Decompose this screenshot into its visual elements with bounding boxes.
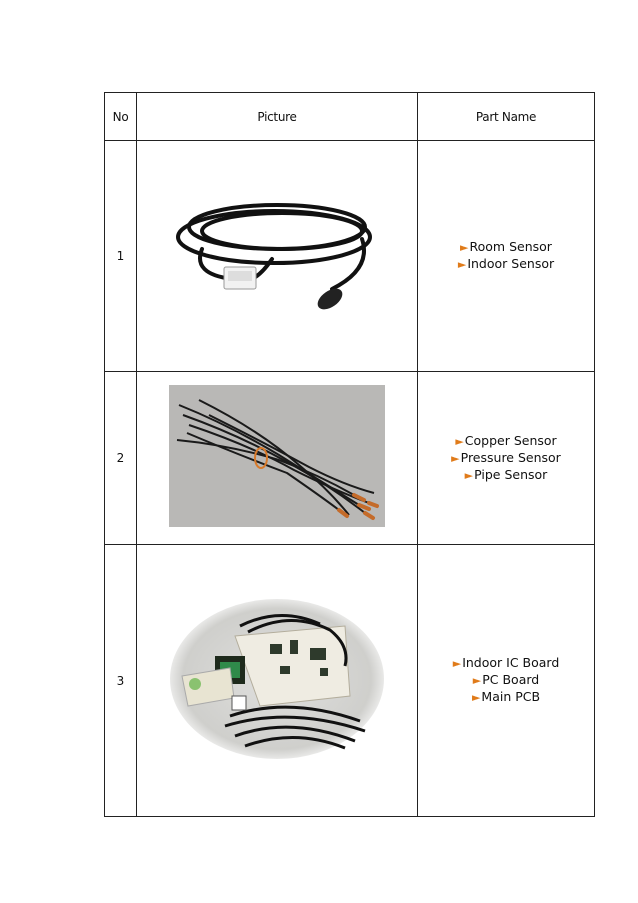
part-name-item: [418, 450, 594, 467]
header-part-name: Part Name: [418, 93, 595, 141]
table-row: [105, 372, 595, 545]
part-name-label: Indoor IC Board: [462, 655, 560, 670]
arrow-icon: ►: [452, 657, 462, 670]
parts-table: [104, 92, 595, 817]
part-name-cell: [418, 141, 595, 372]
row-number: 1: [105, 141, 137, 372]
pcb-board-image: [170, 596, 384, 762]
part-name-label: Pressure Sensor: [460, 449, 561, 465]
header-row: [105, 93, 595, 141]
arrow-icon: ►: [471, 691, 481, 704]
header-no: No: [105, 93, 137, 141]
part-name-cell: [418, 545, 595, 817]
part-name-label: Main PCB: [481, 689, 541, 704]
part-name-item: [418, 689, 594, 706]
part-name-item: [418, 239, 594, 256]
arrow-icon: ►: [451, 451, 460, 465]
part-name-label: Room Sensor: [469, 239, 552, 254]
table-row: [105, 141, 595, 372]
picture-cell: [137, 545, 418, 817]
arrow-icon: ►: [460, 241, 469, 254]
row-number: 3: [105, 545, 137, 817]
part-name-item: [418, 467, 594, 484]
copper-sensor-image: [169, 385, 385, 527]
header-picture: Picture: [137, 93, 418, 141]
row-number: 2: [105, 372, 137, 545]
room-sensor-image: [162, 179, 392, 329]
part-name-item: [418, 256, 594, 273]
part-name-item: [418, 672, 594, 689]
picture-cell: [137, 372, 418, 545]
part-name-label: Pipe Sensor: [474, 466, 548, 482]
arrow-icon: ►: [455, 434, 464, 448]
part-name-item: [418, 655, 594, 672]
part-name-item: [418, 433, 594, 450]
part-name-cell: [418, 372, 595, 545]
picture-cell: [137, 141, 418, 372]
table-row: [105, 545, 595, 817]
part-name-label: Indoor Sensor: [467, 256, 555, 271]
part-name-label: Copper Sensor: [464, 432, 557, 448]
arrow-icon: ►: [472, 674, 482, 687]
part-name-label: PC Board: [482, 672, 540, 687]
arrow-icon: ►: [457, 258, 467, 271]
arrow-icon: ►: [464, 468, 474, 482]
